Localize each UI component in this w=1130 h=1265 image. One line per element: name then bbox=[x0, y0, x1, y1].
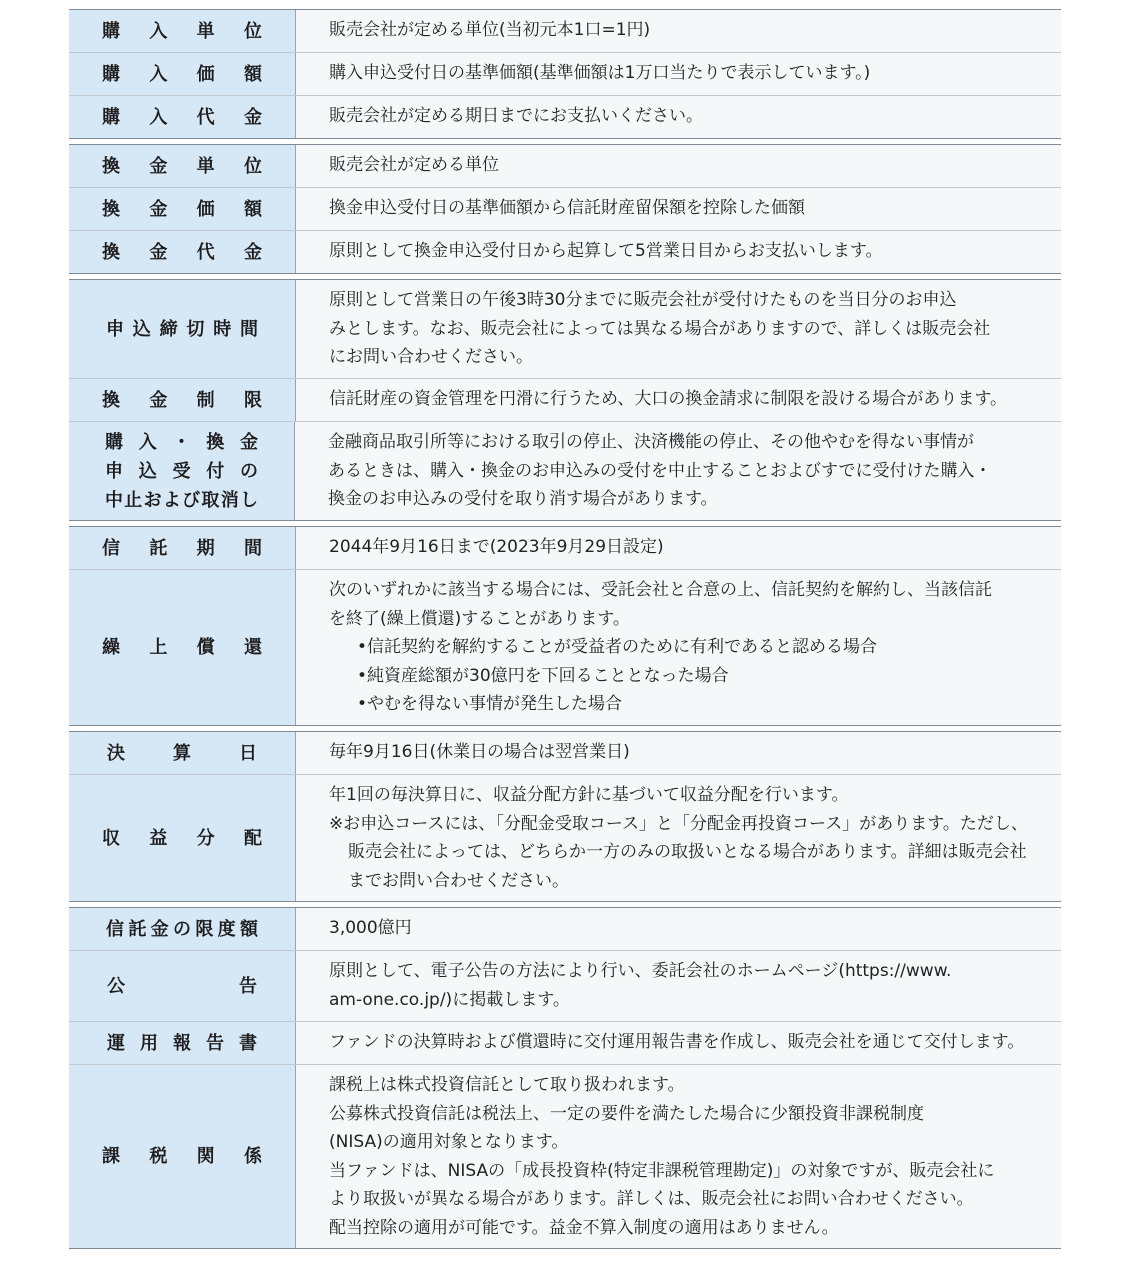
label-char: よ bbox=[162, 489, 181, 511]
table-group bbox=[69, 907, 1061, 1249]
label-char: 単 bbox=[196, 20, 215, 42]
row-value bbox=[296, 1065, 1061, 1248]
row-value bbox=[296, 527, 1061, 569]
row-value-line: 課税上は株式投資信託として取り扱われます。 bbox=[329, 1075, 685, 1095]
row-value-line: 金融商品取引所等における取引の停止、決済機能の停止、その他やむを得ない事情が bbox=[328, 432, 974, 452]
label-char: 託 bbox=[149, 537, 168, 559]
label-char: 配 bbox=[243, 827, 262, 849]
table-row bbox=[69, 527, 1061, 569]
row-value bbox=[296, 280, 1061, 378]
label-char: 購 bbox=[102, 106, 120, 128]
table-row bbox=[69, 280, 1061, 378]
row-label-text bbox=[105, 428, 258, 457]
label-char: 入 bbox=[149, 20, 168, 42]
row-label bbox=[69, 908, 296, 950]
label-char: 期 bbox=[196, 537, 215, 559]
table-row bbox=[69, 732, 1061, 774]
label-char: 換 bbox=[102, 198, 120, 220]
row-value-line: 配当控除の適用が可能です。益金不算入制度の適用はありません。 bbox=[329, 1217, 839, 1238]
label-char: 関 bbox=[196, 1146, 215, 1167]
label-char: 止 bbox=[124, 489, 143, 511]
row-value-line: 原則として換金申込受付日から起算して5営業日目からお支払いします。 bbox=[329, 241, 883, 261]
label-char: 入 bbox=[149, 63, 168, 85]
label-char: 位 bbox=[243, 20, 262, 42]
table-row bbox=[69, 378, 1061, 421]
label-char: 購 bbox=[102, 20, 120, 42]
label-char: 購 bbox=[105, 431, 123, 453]
label-char: 運 bbox=[107, 1032, 125, 1054]
label-char: 切 bbox=[186, 318, 205, 340]
note-text: ※お申込コースには、「分配金受取コース」と「分配金再投資コース」があります。ただし、販売会社によっては、どちらか一方のみの取扱いとなる場合があります。詳細は販売会社までお問い合わせください。 bbox=[329, 813, 1028, 891]
row-label bbox=[69, 1022, 296, 1064]
table-row bbox=[69, 1064, 1061, 1248]
row-value bbox=[296, 732, 1061, 774]
row-label-text bbox=[102, 1142, 262, 1171]
row-label bbox=[69, 951, 296, 1021]
row-value-line: 販売会社が定める単位(当初元本1口=1円) bbox=[329, 20, 651, 40]
row-label-text bbox=[102, 238, 262, 267]
table-row bbox=[69, 95, 1061, 138]
row-value bbox=[296, 96, 1061, 138]
row-label-text bbox=[102, 17, 262, 46]
label-char: 益 bbox=[149, 827, 168, 849]
label-char: 金 bbox=[149, 241, 168, 263]
row-value-line: 信託財産の資金管理を円滑に行うため、大口の換金請求に制限を設ける場合があります。 bbox=[329, 389, 1007, 409]
label-char: 入 bbox=[149, 106, 168, 128]
label-char: 付 bbox=[206, 460, 225, 482]
label-char: 換 bbox=[102, 155, 120, 177]
label-char: 償 bbox=[196, 637, 215, 658]
row-value bbox=[296, 188, 1061, 230]
label-char: 金 bbox=[149, 389, 168, 411]
label-char: 位 bbox=[243, 155, 262, 177]
table-row bbox=[69, 1021, 1061, 1064]
row-value-line: 2044年9月16日まで(2023年9月29日設定) bbox=[329, 537, 664, 557]
row-value bbox=[296, 775, 1061, 901]
label-char: 信 bbox=[102, 537, 120, 559]
table-row bbox=[69, 908, 1061, 950]
row-value bbox=[296, 570, 1061, 725]
label-char: 報 bbox=[173, 1032, 191, 1054]
row-value-line: 年1回の毎決算日に、収益分配方針に基づいて収益分配を行います。 bbox=[329, 785, 849, 805]
row-label bbox=[69, 527, 296, 569]
label-char: の bbox=[240, 460, 258, 482]
row-label-text bbox=[107, 972, 257, 1001]
label-char: 締 bbox=[159, 318, 178, 340]
label-char: 受 bbox=[172, 460, 191, 482]
table-group bbox=[69, 9, 1061, 139]
row-value-line: 販売会社が定める単位 bbox=[329, 155, 499, 175]
row-value-line: 当ファンドは、NISAの「成長投資枠(特定非課税管理勘定)」の対象ですが、販売会社に bbox=[329, 1160, 995, 1181]
row-value bbox=[296, 145, 1061, 187]
label-char: 換 bbox=[102, 241, 120, 263]
label-char: 金 bbox=[149, 198, 168, 220]
label-char: 代 bbox=[196, 241, 215, 263]
label-char: 額 bbox=[243, 63, 262, 85]
table-group bbox=[69, 144, 1061, 274]
row-label bbox=[69, 570, 296, 725]
label-char: 用 bbox=[140, 1032, 158, 1054]
row-label bbox=[69, 231, 296, 273]
label-char: び bbox=[182, 489, 201, 511]
table-group bbox=[69, 731, 1061, 902]
label-char: 算 bbox=[173, 742, 191, 764]
label-char: 制 bbox=[196, 389, 215, 411]
label-char: 繰 bbox=[102, 637, 120, 658]
row-value-line: 換金のお申込みの受付を取り消す場合があります。 bbox=[328, 489, 718, 509]
row-label bbox=[69, 280, 296, 378]
row-value-line: 3,000億円 bbox=[329, 918, 412, 938]
row-label bbox=[69, 53, 296, 95]
label-char: の bbox=[172, 918, 191, 940]
row-label bbox=[69, 379, 296, 421]
row-value-line: を終了(繰上償還)することがあります。 bbox=[329, 608, 630, 629]
label-char: 換 bbox=[102, 389, 120, 411]
label-char: 額 bbox=[243, 198, 262, 220]
row-value-line: ファンドの決算時および償還時に交付運用報告書を作成し、販売会社を通じて交付します。 bbox=[329, 1032, 1025, 1052]
row-value-line: より取扱いが異なる場合があります。詳しくは、販売会社にお問い合わせください。 bbox=[329, 1189, 974, 1209]
label-char: 信 bbox=[106, 918, 124, 940]
label-char: 収 bbox=[102, 827, 120, 849]
label-char: 書 bbox=[239, 1032, 257, 1054]
label-char: 換 bbox=[206, 431, 225, 453]
label-char: 度 bbox=[217, 918, 236, 940]
row-value bbox=[296, 379, 1061, 421]
label-char: 時 bbox=[213, 318, 232, 340]
row-label-text bbox=[102, 386, 262, 415]
row-label bbox=[69, 96, 296, 138]
label-char: 日 bbox=[239, 742, 257, 764]
label-char: 金 bbox=[150, 918, 169, 940]
label-char: 上 bbox=[149, 637, 168, 658]
row-label-text bbox=[107, 739, 257, 768]
row-value bbox=[296, 53, 1061, 95]
table-row bbox=[69, 52, 1061, 95]
row-value-line: (NISA)の適用対象となります。 bbox=[329, 1132, 569, 1152]
table-row bbox=[69, 230, 1061, 273]
label-char: 限 bbox=[243, 389, 262, 411]
label-char: 課 bbox=[102, 1146, 120, 1167]
row-label-text bbox=[106, 315, 258, 344]
table-row bbox=[69, 950, 1061, 1021]
label-char: 単 bbox=[196, 155, 215, 177]
row-value-line: 毎年9月16日(休業日の場合は翌営業日) bbox=[329, 742, 630, 762]
row-value bbox=[296, 951, 1061, 1021]
label-char: 金 bbox=[149, 155, 168, 177]
label-char: 消 bbox=[220, 489, 239, 511]
label-char: 込 bbox=[138, 460, 157, 482]
row-label bbox=[69, 188, 296, 230]
label-char: し bbox=[239, 489, 258, 511]
label-char: 申 bbox=[105, 460, 123, 482]
row-value-line: 原則として営業日の午後3時30分までに販売会社が受付けたものを当日分のお申込 bbox=[329, 290, 957, 310]
label-char: 係 bbox=[243, 1146, 262, 1167]
row-label-text bbox=[102, 534, 262, 563]
row-label-text bbox=[102, 152, 262, 181]
table-row bbox=[69, 187, 1061, 230]
row-value bbox=[296, 231, 1061, 273]
label-char: 入 bbox=[138, 431, 157, 453]
label-char: 代 bbox=[196, 106, 215, 128]
fund-terms-table bbox=[69, 9, 1061, 1249]
label-char: 取 bbox=[201, 489, 220, 511]
row-value bbox=[296, 10, 1061, 52]
label-char: 購 bbox=[102, 63, 120, 85]
label-char: 託 bbox=[128, 918, 147, 940]
label-char: 決 bbox=[107, 742, 125, 764]
row-value-line: 購入申込受付日の基準価額(基準価額は1万口当たりで表示しています。) bbox=[329, 63, 871, 83]
table-row bbox=[69, 10, 1061, 52]
row-label bbox=[69, 732, 296, 774]
label-char: 申 bbox=[106, 318, 124, 340]
row-value-line: 販売会社が定める期日までにお支払いください。 bbox=[329, 106, 703, 126]
table-group bbox=[69, 526, 1061, 726]
row-label-text bbox=[102, 633, 262, 662]
table-group bbox=[69, 279, 1061, 521]
label-char: お bbox=[143, 489, 162, 511]
row-value-line: にお問い合わせください。 bbox=[329, 347, 533, 367]
row-value-line: 公募株式投資信託は税法上、一定の要件を満たした場合に少額投資非課税制度 bbox=[329, 1103, 924, 1124]
row-value-line: 換金申込受付日の基準価額から信託財産留保額を控除した価額 bbox=[329, 198, 805, 218]
label-char: 額 bbox=[239, 918, 258, 940]
label-char: 金 bbox=[240, 431, 258, 453]
label-char: 還 bbox=[243, 637, 262, 658]
label-char: 金 bbox=[243, 241, 262, 263]
row-label-text bbox=[106, 915, 258, 944]
row-value bbox=[296, 908, 1061, 950]
row-value-line: 次のいずれかに該当する場合には、受託会社と合意の上、信託契約を解約し、当該信託 bbox=[329, 580, 992, 600]
row-label-text bbox=[105, 486, 258, 515]
label-char: 金 bbox=[243, 106, 262, 128]
label-char: 分 bbox=[196, 827, 215, 849]
row-value-line: 原則として、電子公告の方法により行い、委託会社のホームページ(https://www. bbox=[329, 961, 952, 981]
row-label bbox=[69, 775, 296, 901]
row-label-text bbox=[105, 457, 258, 486]
label-char: 告 bbox=[239, 975, 257, 997]
table-row bbox=[69, 569, 1061, 725]
row-value-line: あるときは、購入・換金のお申込みの受付を中止することおよびすでに受付けた購入・ bbox=[328, 460, 992, 481]
row-label-text bbox=[102, 195, 262, 224]
row-label-text bbox=[107, 1029, 257, 1058]
label-char: ・ bbox=[172, 431, 191, 453]
table-row bbox=[69, 421, 1061, 520]
row-label-text bbox=[102, 103, 262, 132]
label-char: 告 bbox=[206, 1032, 224, 1054]
label-char: 価 bbox=[196, 198, 215, 220]
label-char: 公 bbox=[107, 975, 125, 997]
label-char: 限 bbox=[195, 918, 214, 940]
label-char: 中 bbox=[105, 489, 123, 511]
row-label bbox=[69, 1065, 296, 1248]
row-label-text bbox=[102, 60, 262, 89]
label-char: 間 bbox=[243, 537, 262, 559]
row-value bbox=[296, 1022, 1061, 1064]
row-value bbox=[295, 422, 1061, 520]
table-row bbox=[69, 145, 1061, 187]
bullet-item: •純資産総額が30億円を下回ることとなった場合 bbox=[357, 665, 729, 686]
label-char: 税 bbox=[149, 1146, 168, 1167]
row-label bbox=[69, 145, 296, 187]
row-label-text bbox=[102, 824, 262, 853]
label-char: 価 bbox=[196, 63, 215, 85]
row-label bbox=[69, 422, 295, 520]
row-value-line: am-one.co.jp/)に掲載します。 bbox=[329, 989, 570, 1010]
bullet-item: •やむを得ない事情が発生した場合 bbox=[357, 694, 623, 714]
bullet-item: •信託契約を解約することが受益者のために有利であると認める場合 bbox=[357, 637, 878, 657]
row-label bbox=[69, 10, 296, 52]
table-row bbox=[69, 774, 1061, 901]
row-value-line: みとします。なお、販売会社によっては異なる場合がありますので、詳しくは販売会社 bbox=[329, 318, 991, 339]
label-char: 込 bbox=[132, 318, 151, 340]
label-char: 間 bbox=[239, 318, 258, 340]
